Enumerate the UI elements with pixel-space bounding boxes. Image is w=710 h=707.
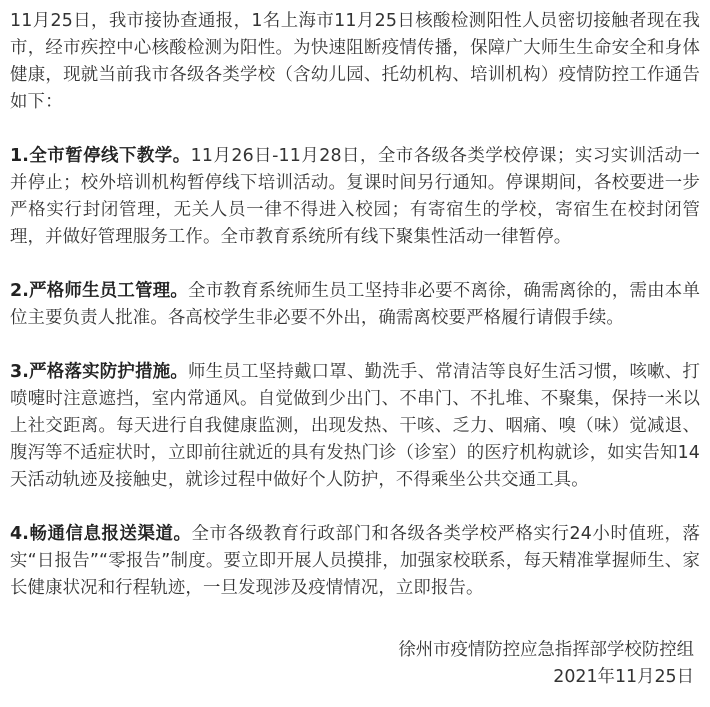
section-2-paragraph xyxy=(10,278,700,332)
signature-org: 徐州市疫情防控应急指挥部学校防控组 xyxy=(398,640,694,660)
section-2-body: 全市教育系统师生员工坚持非必要不离徐，确需离徐的，需由本单位主要负责人批准。各高校学生非必要不外出，确需离校要严格履行请假手续。 xyxy=(10,281,700,328)
section-1-heading: 1.全市暂停线下教学。 xyxy=(10,146,191,166)
section-3-paragraph xyxy=(10,359,700,494)
section-4-heading: 4.畅通信息报送渠道。 xyxy=(10,524,192,544)
signature-block xyxy=(398,637,694,691)
section-1-body: 11月26日-11月28日，全市各级各类学校停课；实习实训活动一并停止；校外培训机构暂停线下培训活动。复课时间另行通知。停课期间，各校要进一步严格实行封闭管理，无关人员一律不得进入校园；有寄宿生的学校，寄宿生在校封闭管理，并做好管理服务工作。全市教育系统所有线下聚集性活动一律暂停。 xyxy=(10,146,701,247)
section-1-paragraph xyxy=(10,143,700,251)
section-2-heading: 2.严格师生员工管理。 xyxy=(10,281,189,301)
section-3-heading: 3.严格落实防护措施。 xyxy=(10,362,189,382)
section-4-paragraph xyxy=(10,521,700,602)
section-3-body: 师生员工坚持戴口罩、勤洗手、常清洁等良好生活习惯，咳嗽、打喷嚏时注意遮挡，室内常通风。自觉做到少出门、不串门、不扎堆、不聚集，保持一米以上社交距离。每天进行自我健康监测，出现发热、干咳、乏力、咽痛、嗅（味）觉减退、腹泻等不适症状时，立即前往就近的具有发热门诊（诊室）的医疗机构就诊，如实告知14天活动轨迹及接触史，就诊过程中做好个人防护，不得乘坐公共交通工具。 xyxy=(10,362,700,490)
intro-paragraph: 11月25日，我市接协查通报，1名上海市11月25日核酸检测阳性人员密切接触者现在我市，经市疾控中心核酸检测为阳性。为快速阻断疫情传播，保障广大师生生命安全和身体健康，现就当前我市各级各类学校（含幼儿园、托幼机构、培训机构）疫情防控工作通告如下： xyxy=(10,11,700,112)
signature-date: 2021年11月25日 xyxy=(553,667,694,687)
section-4-body: 全市各级教育行政部门和各级各类学校严格实行24小时值班，落实“日报告”“零报告”制度。要立即开展人员摸排，加强家校联系，每天精准掌握师生、家长健康状况和行程轨迹，一旦发现涉及疫情情况，立即报告。 xyxy=(10,524,701,598)
notice-document xyxy=(10,8,700,629)
